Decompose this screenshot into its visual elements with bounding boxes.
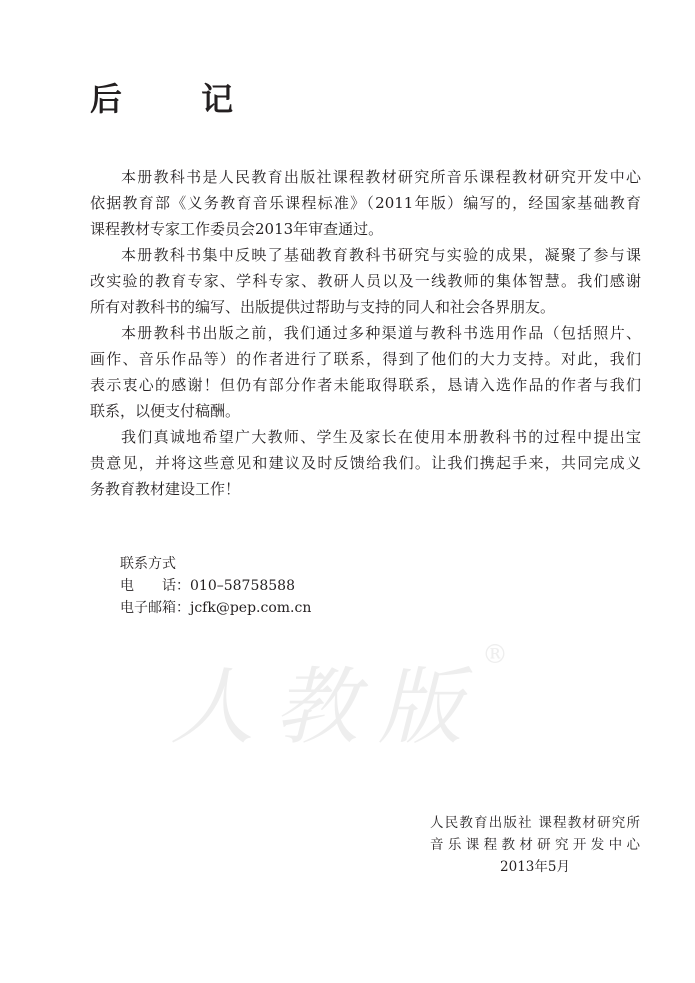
registered-mark: ® bbox=[482, 640, 529, 670]
signature-center: 音乐课程教材研究开发中心 bbox=[430, 837, 640, 853]
body-text bbox=[90, 164, 641, 502]
text-line: 改实验的教育专家、学科专家、教研人员以及一线教师的集体智慧。我们感谢 bbox=[90, 272, 641, 290]
paragraph-3 bbox=[90, 320, 641, 424]
contact-info bbox=[120, 553, 311, 619]
email-label: 电子邮箱： bbox=[120, 600, 190, 616]
paragraph-1 bbox=[90, 164, 641, 242]
text-line: 依据教育部《义务教育音乐课程标准》（2011年版）编写的，经国家基础教育 bbox=[90, 194, 641, 212]
phone-number: 010–58758588 bbox=[190, 578, 295, 594]
text-line: 画作、音乐作品等）的作者进行了联系，得到了他们的大力支持。对此，我们 bbox=[90, 350, 641, 368]
text-line: 表示衷心的感谢！但仍有部分作者未能取得联系，恳请入选作品的作者与我们 bbox=[90, 376, 641, 394]
text-line: 务教育教材建设工作！ bbox=[90, 480, 241, 498]
text-line: 本册教科书集中反映了基础教育教科书研究与实验的成果，凝聚了参与课 bbox=[121, 246, 641, 264]
text-line: 我们真诚地希望广大教师、学生及家长在使用本册教科书的过程中提出宝 bbox=[121, 428, 641, 446]
text-line: 贵意见，并将这些意见和建议及时反馈给我们。让我们携起手来，共同完成义 bbox=[90, 454, 641, 472]
watermark-text: 人教版 bbox=[170, 658, 483, 756]
text-line: 所有对教科书的编写、出版提供过帮助与支持的同人和社会各界朋友。 bbox=[90, 298, 556, 316]
contact-phone bbox=[120, 575, 311, 597]
signature-block bbox=[430, 812, 640, 878]
text-line: 本册教科书是人民教育出版社课程教材研究所音乐课程教材研究开发中心 bbox=[121, 168, 641, 186]
paragraph-2 bbox=[90, 242, 641, 320]
contact-heading: 联系方式 bbox=[120, 556, 176, 572]
paragraph-4 bbox=[90, 424, 641, 502]
text-line: 联系，以便支付稿酬。 bbox=[90, 402, 241, 420]
email-address: jcfk@pep.com.cn bbox=[190, 600, 312, 616]
phone-label: 电 话： bbox=[120, 578, 190, 594]
contact-email bbox=[120, 597, 311, 619]
page-title: 后 记 bbox=[90, 80, 268, 118]
watermark-logo bbox=[170, 640, 528, 761]
text-line: 本册教科书出版之前，我们通过多种渠道与教科书选用作品（包括照片、 bbox=[121, 324, 641, 342]
signature-publisher: 人民教育出版社 课程教材研究所 bbox=[430, 815, 640, 831]
text-line: 课程教材专家工作委员会2013年审查通过。 bbox=[90, 220, 384, 238]
signature-date: 2013年5月 bbox=[500, 859, 570, 875]
